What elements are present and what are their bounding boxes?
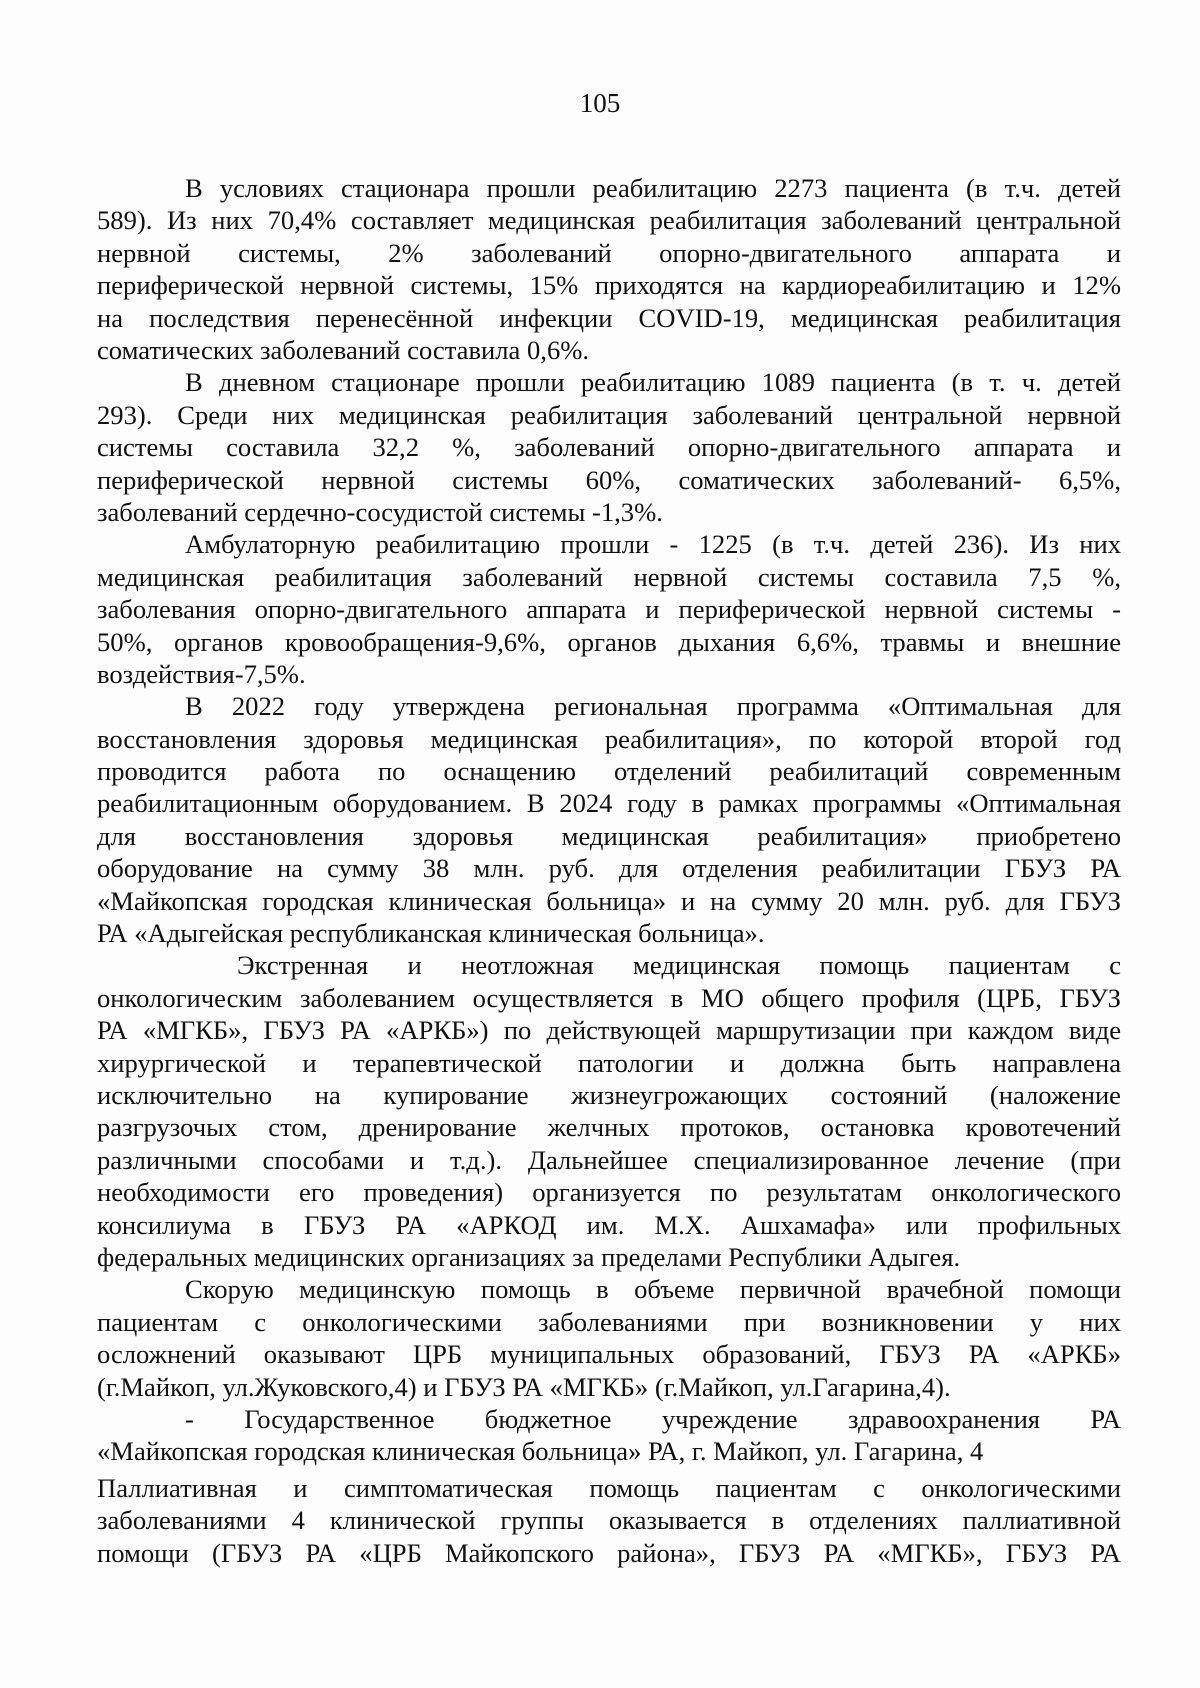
text-line: «Майкопская городская клиническая больница» и на сумму 20 млн. руб. для ГБУЗ	[97, 885, 1121, 916]
text-line: помощи (ГБУЗ РА «ЦРБ Майкопского района», ГБУЗ РА «МГКБ», ГБУЗ РА	[97, 1537, 1121, 1568]
text-line: 50%, органов кровообращения-9,6%, органов дыхания 6,6%, травмы и внешние	[97, 626, 1121, 657]
text-line: системы составила 32,2 %, заболеваний опорно-двигательного аппарата и	[97, 432, 1121, 463]
text-line: разгрузочых стом, дренирование желчных протоков, остановка кровотечений	[97, 1112, 1121, 1143]
text-line: заболевания опорно-двигательного аппарата и периферической нервной системы -	[97, 594, 1121, 625]
text-line: пациентам с онкологическими заболеваниями при возникновении у них	[97, 1306, 1121, 1337]
paragraph-emergency-oncology-care	[97, 949, 1121, 1273]
text-line: 589). Из них 70,4% составляет медицинская реабилитация заболеваний центральной	[97, 205, 1121, 236]
text-line: РА «Адыгейская республиканская клиническая больница».	[97, 918, 765, 949]
paragraph-hospital-list-item	[97, 1403, 1121, 1468]
text-line: (г.Майкоп, ул.Жуковского,4) и ГБУЗ РА «МГКБ» (г.Майкоп, ул.Гагарина,4).	[97, 1371, 951, 1402]
text-line: В 2022 году утверждена региональная программа «Оптимальная для	[185, 691, 1121, 722]
text-line: медицинская реабилитация заболеваний нервной системы составила 7,5 %,	[97, 561, 1121, 592]
text-line: 293). Среди них медицинская реабилитация заболеваний центральной нервной	[97, 399, 1121, 430]
page-number: 105	[579, 88, 621, 118]
text-line: В дневном стационаре прошли реабилитацию 1089 пациента (в т. ч. детей	[185, 367, 1121, 398]
text-line: проводится работа по оснащению отделений реабилитаций современным	[97, 756, 1121, 787]
paragraph-inpatient-rehabilitation	[97, 172, 1121, 366]
text-line: на последствия перенесённой инфекции COVID-19, медицинская реабилитация	[97, 302, 1121, 333]
text-line: оборудование на сумму 38 млн. руб. для отделения реабилитации ГБУЗ РА	[97, 853, 1121, 884]
text-line: необходимости его проведения) организуется по результатам онкологического	[97, 1177, 1121, 1208]
text-line: периферической нервной системы 60%, соматических заболеваний- 6,5%,	[97, 464, 1121, 495]
text-line: периферической нервной системы, 15% приходятся на кардиореабилитацию и 12%	[97, 270, 1121, 301]
text-line: Скорую медицинскую помощь в объеме первичной врачебной помощи	[185, 1274, 1121, 1305]
text-line: заболеваниями 4 клинической группы оказывается в отделениях паллиативной	[97, 1505, 1121, 1536]
text-line: восстановления здоровья медицинская реабилитация», по которой второй год	[97, 723, 1121, 754]
text-line: соматических заболеваний составила 0,6%.	[97, 334, 590, 365]
text-line: хирургической и терапевтической патологии и должна быть направлена	[97, 1047, 1121, 1078]
paragraph-day-hospital-rehabilitation	[97, 366, 1121, 528]
text-line: исключительно на купирование жизнеугрожающих состояний (наложение	[97, 1080, 1121, 1110]
text-line: РА «МГКБ», ГБУЗ РА «АРКБ») по действующей маршрутизации при каждом виде	[97, 1015, 1121, 1046]
text-line: осложнений оказывают ЦРБ муниципальных образований, ГБУЗ РА «АРКБ»	[97, 1339, 1121, 1370]
text-line: различными способами и т.д.). Дальнейшее специализированное лечение (при	[97, 1144, 1121, 1175]
paragraph-palliative-care	[97, 1472, 1121, 1569]
text-line: Экстренная и неотложная медицинская помощь пациентам с	[237, 950, 1121, 981]
text-line: воздействия-7,5%.	[97, 658, 306, 689]
text-line: консилиума в ГБУЗ РА «АРКОД им. М.Х. Ашхамафа» или профильных	[97, 1209, 1121, 1240]
paragraph-regional-program	[97, 690, 1121, 949]
text-line: для восстановления здоровья медицинская реабилитация» приобретено	[97, 820, 1121, 851]
document-body	[97, 172, 1121, 1569]
paragraph-ambulance-care	[97, 1273, 1121, 1403]
paragraph-outpatient-rehabilitation	[97, 528, 1121, 690]
text-line: Амбулаторную реабилитацию прошли - 1225 (в т.ч. детей 236). Из них	[185, 529, 1121, 560]
text-line: реабилитационным оборудованием. В 2024 году в рамках программы «Оптимальная	[97, 788, 1121, 819]
text-line: «Майкопская городская клиническая больница» РА, г. Майкоп, ул. Гагарина, 4	[97, 1436, 984, 1467]
text-line: онкологическим заболеванием осуществляется в МО общего профиля (ЦРБ, ГБУЗ	[97, 982, 1121, 1013]
text-line: федеральных медицинских организациях за пределами Республики Адыгея.	[97, 1241, 961, 1272]
text-line: - Государственное бюджетное учреждение здравоохранения РА	[185, 1403, 1121, 1434]
text-line: В условиях стационара прошли реабилитацию 2273 пациента (в т.ч. детей	[185, 173, 1121, 203]
text-line: нервной системы, 2% заболеваний опорно-двигательного аппарата и	[97, 237, 1121, 268]
text-line: Паллиативная и симптоматическая помощь пациентам с онкологическими	[97, 1472, 1121, 1503]
text-line: заболеваний сердечно-сосудистой системы -1,3%.	[97, 496, 663, 527]
